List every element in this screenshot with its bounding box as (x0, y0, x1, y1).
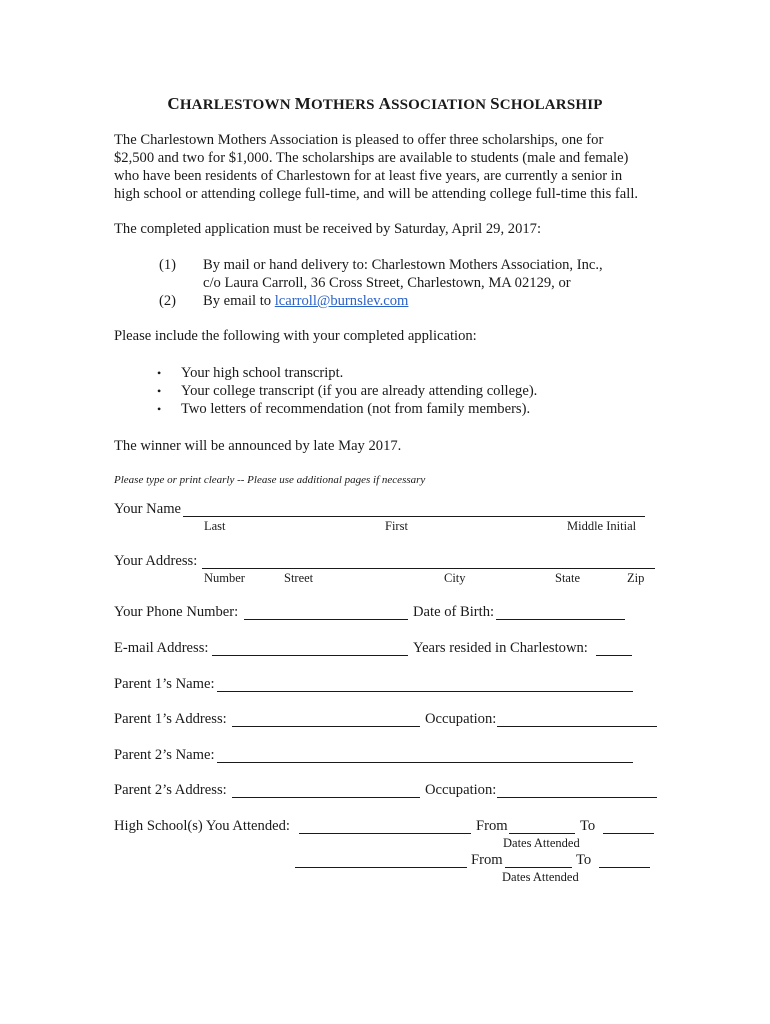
name-sub-middle: Middle Initial (567, 519, 637, 533)
parent2-occupation-field[interactable] (497, 797, 657, 798)
address-sub-number: Number (204, 571, 245, 585)
bullet-icon: • (157, 402, 162, 416)
dob-label: Date of Birth: (413, 604, 495, 620)
years-field[interactable] (596, 655, 632, 656)
email-field[interactable] (212, 655, 408, 656)
include-item-2: Your college transcript (if you are already attending college). (181, 383, 538, 399)
dob-field[interactable] (496, 619, 625, 620)
highschool-2-from-field[interactable] (505, 867, 572, 868)
parent1-address-label: Parent 1’s Address: (114, 711, 227, 727)
name-label: Your Name (114, 501, 182, 517)
name-field[interactable] (183, 516, 645, 517)
highschool-label: High School(s) You Attended: (114, 818, 290, 834)
highschool-1-dates-caption: Dates Attended (503, 836, 580, 850)
highschool-1-from-field[interactable] (509, 833, 575, 834)
highschool-2-to-field[interactable] (599, 867, 650, 868)
method-1-number: (1) (159, 257, 177, 273)
parent1-name-label: Parent 1’s Name: (114, 676, 215, 692)
parent1-name-field[interactable] (217, 691, 633, 692)
method-1-line-1: By mail or hand delivery to: Charlestown Mothers Association, Inc., (203, 257, 603, 273)
parent2-address-field[interactable] (232, 797, 420, 798)
name-sub-first: First (385, 519, 408, 533)
method-2-prefix: By email to (203, 293, 275, 309)
highschool-2-dates-caption: Dates Attended (502, 870, 579, 884)
address-label: Your Address: (114, 553, 198, 569)
email-link[interactable]: lcarroll@burnslev.com (274, 293, 409, 309)
address-sub-state: State (555, 571, 580, 585)
phone-label: Your Phone Number: (114, 604, 239, 620)
intro-line-3: who have been residents of Charlestown for at least five years, are currently a senior in (114, 168, 623, 184)
email-label: E-mail Address: (114, 640, 209, 656)
highschool-2-from-label: From (471, 852, 503, 868)
bullet-icon: • (157, 384, 162, 398)
include-item-1: Your high school transcript. (181, 365, 344, 381)
page-title: CHARLESTOWN MOTHERS ASSOCIATION SCHOLARSHIP (167, 94, 603, 113)
phone-field[interactable] (244, 619, 408, 620)
method-2-line (203, 293, 408, 310)
name-sub-last: Last (204, 519, 226, 533)
include-heading: Please include the following with your completed application: (114, 328, 477, 344)
deadline-text: The completed application must be received by Saturday, April 29, 2017: (114, 221, 542, 237)
highschool-1-to-field[interactable] (603, 833, 654, 834)
highschool-2-to-label: To (576, 852, 592, 868)
parent2-address-label: Parent 2’s Address: (114, 782, 227, 798)
intro-line-4: high school or attending college full-time, and will be attending college full-time this fall. (114, 186, 639, 202)
address-sub-zip: Zip (627, 571, 645, 585)
intro-line-1: The Charlestown Mothers Association is pleased to offer three scholarships, one for (114, 132, 604, 148)
address-sub-city: City (444, 571, 466, 585)
parent1-occupation-field[interactable] (497, 726, 657, 727)
address-sub-street: Street (284, 571, 314, 585)
winner-text: The winner will be announced by late May 2017. (114, 438, 402, 454)
parent2-name-field[interactable] (217, 762, 633, 763)
parent2-occupation-label: Occupation: (425, 782, 497, 798)
highschool-2-field[interactable] (295, 867, 467, 868)
method-2-number: (2) (159, 293, 177, 309)
years-label: Years resided in Charlestown: (413, 640, 588, 656)
method-1-line-2: c/o Laura Carroll, 36 Cross Street, Charlestown, MA 02129, or (203, 275, 571, 291)
parent1-occupation-label: Occupation: (425, 711, 497, 727)
address-field[interactable] (202, 568, 655, 569)
instructions-note: Please type or print clearly -- Please use additional pages if necessary (114, 474, 426, 486)
highschool-1-to-label: To (580, 818, 596, 834)
include-item-3: Two letters of recommendation (not from family members). (181, 401, 531, 417)
parent1-address-field[interactable] (232, 726, 420, 727)
highschool-1-field[interactable] (299, 833, 471, 834)
intro-line-2: $2,500 and two for $1,000. The scholarships are available to students (male and female) (114, 150, 629, 166)
parent2-name-label: Parent 2’s Name: (114, 747, 215, 763)
highschool-1-from-label: From (476, 818, 508, 834)
bullet-icon: • (157, 366, 162, 380)
